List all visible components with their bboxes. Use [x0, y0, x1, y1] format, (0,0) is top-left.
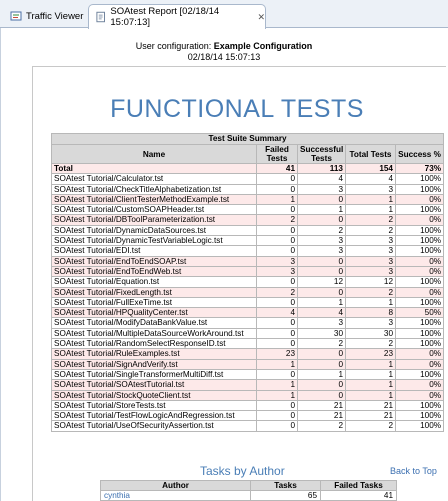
suite-name: SOAtest Tutorial/EndToEndSOAP.tst: [52, 256, 257, 266]
total-count: 2: [346, 339, 396, 349]
total-count: 1: [346, 205, 396, 215]
table-row: [52, 266, 444, 276]
total-success: 113: [298, 164, 346, 174]
success-count: 21: [298, 400, 346, 410]
success-count: 0: [298, 380, 346, 390]
failed-count: 0: [257, 318, 298, 328]
total-count: 2: [346, 225, 396, 235]
table-row: [52, 421, 444, 431]
total-pct: 73%: [396, 164, 444, 174]
table-row: [52, 390, 444, 400]
report-icon: [95, 11, 106, 23]
success-pct: 0%: [396, 390, 444, 400]
tab-label: Traffic Viewer: [26, 10, 84, 22]
success-pct: 100%: [396, 411, 444, 421]
success-count: 21: [298, 411, 346, 421]
suite-name: SOAtest Tutorial/StockQuoteClient.tst: [52, 390, 257, 400]
success-count: 2: [298, 225, 346, 235]
suite-name: SOAtest Tutorial/ClientTesterMethodExample.tst: [52, 194, 257, 204]
total-count: 1: [346, 390, 396, 400]
success-pct: 0%: [396, 359, 444, 369]
suite-name: SOAtest Tutorial/CustomSOAPHeader.tst: [52, 205, 257, 215]
column-header: Total Tests: [346, 145, 396, 164]
total-count: 1: [346, 194, 396, 204]
table-row: [52, 194, 444, 204]
failed-count: 0: [257, 184, 298, 194]
suite-name: SOAtest Tutorial/EDI.tst: [52, 246, 257, 256]
failed-count: 0: [257, 174, 298, 184]
table-row: [52, 308, 444, 318]
success-count: 0: [298, 215, 346, 225]
total-count: 3: [346, 256, 396, 266]
success-pct: 100%: [396, 225, 444, 235]
failed-count: 1: [257, 359, 298, 369]
failed-count: 0: [257, 205, 298, 215]
config-name: Example Configuration: [213, 41, 313, 51]
failed-count: 0: [257, 421, 298, 431]
table-row: [52, 184, 444, 194]
table-row: [52, 205, 444, 215]
configuration-header: [0, 41, 448, 63]
back-to-top-link[interactable]: Back to Top: [390, 466, 437, 476]
failed-count: 0: [257, 369, 298, 379]
total-count: 3: [346, 184, 396, 194]
success-pct: 100%: [396, 246, 444, 256]
editor-tab-bar: [0, 0, 448, 28]
success-count: 3: [298, 236, 346, 246]
success-count: 2: [298, 421, 346, 431]
author-tasks: 65: [251, 491, 321, 501]
total-count: 3: [346, 266, 396, 276]
total-count: 2: [346, 287, 396, 297]
table-row: [52, 225, 444, 235]
suite-name: SOAtest Tutorial/DBToolParameterization.tst: [52, 215, 257, 225]
suite-name: SOAtest Tutorial/StoreTests.tst: [52, 400, 257, 410]
suite-name: SOAtest Tutorial/FixedLength.tst: [52, 287, 257, 297]
success-count: 4: [298, 174, 346, 184]
tasks-by-author-title: Tasks by Author: [200, 464, 285, 478]
success-pct: 100%: [396, 297, 444, 307]
failed-count: 1: [257, 390, 298, 400]
traffic-viewer-icon: [10, 10, 22, 22]
success-pct: 100%: [396, 174, 444, 184]
table-row: [101, 491, 397, 501]
total-count: 30: [346, 328, 396, 338]
failed-count: 0: [257, 236, 298, 246]
config-prefix: User configuration:: [135, 41, 212, 51]
suite-name: SOAtest Tutorial/Equation.tst: [52, 277, 257, 287]
suite-name: SOAtest Tutorial/UseOfSecurityAssertion.tst: [52, 421, 257, 431]
table-row: [52, 297, 444, 307]
table-row: [52, 236, 444, 246]
failed-count: 0: [257, 225, 298, 235]
close-icon[interactable]: ✕: [257, 11, 265, 22]
success-pct: 100%: [396, 318, 444, 328]
column-header: Tasks: [251, 481, 321, 491]
success-count: 0: [298, 349, 346, 359]
suite-name: SOAtest Tutorial/TestFlowLogicAndRegression.tst: [52, 411, 257, 421]
table-row: [52, 318, 444, 328]
suite-name: SOAtest Tutorial/SOAtestTutorial.tst: [52, 380, 257, 390]
table-row: [52, 328, 444, 338]
tab-soatest-report[interactable]: [88, 4, 266, 29]
column-header: Name: [52, 145, 257, 164]
suite-name: SOAtest Tutorial/DynamicTestVariableLogic.tst: [52, 236, 257, 246]
total-failed: 41: [257, 164, 298, 174]
failed-count: 2: [257, 287, 298, 297]
failed-count: 0: [257, 400, 298, 410]
success-count: 0: [298, 256, 346, 266]
column-header: Failed Tasks: [321, 481, 397, 491]
test-suite-summary-table: [51, 133, 444, 432]
failed-count: 2: [257, 215, 298, 225]
table-row: [52, 246, 444, 256]
success-pct: 0%: [396, 266, 444, 276]
page-title: FUNCTIONAL TESTS: [110, 95, 364, 123]
total-count: 3: [346, 236, 396, 246]
success-pct: 50%: [396, 308, 444, 318]
table-row: [52, 256, 444, 266]
failed-count: 3: [257, 266, 298, 276]
total-row: [52, 164, 444, 174]
success-pct: 100%: [396, 236, 444, 246]
table-row: [52, 380, 444, 390]
failed-count: 0: [257, 277, 298, 287]
failed-count: 3: [257, 256, 298, 266]
failed-count: 0: [257, 339, 298, 349]
success-pct: 100%: [396, 205, 444, 215]
column-header: Successful Tests: [298, 145, 346, 164]
table-row: [52, 400, 444, 410]
success-pct: 0%: [396, 194, 444, 204]
success-pct: 0%: [396, 256, 444, 266]
failed-count: 0: [257, 297, 298, 307]
failed-count: 23: [257, 349, 298, 359]
suite-name: SOAtest Tutorial/FullExeTime.tst: [52, 297, 257, 307]
success-count: 0: [298, 390, 346, 400]
success-count: 30: [298, 328, 346, 338]
suite-name: SOAtest Tutorial/DynamicDataSources.tst: [52, 225, 257, 235]
success-pct: 100%: [396, 277, 444, 287]
table-row: [52, 359, 444, 369]
success-count: 1: [298, 297, 346, 307]
tab-label: SOAtest Report [02/18/14 15:07:13]: [110, 6, 220, 28]
table-caption: Test Suite Summary: [52, 134, 444, 145]
failed-count: 1: [257, 380, 298, 390]
success-pct: 0%: [396, 349, 444, 359]
success-pct: 100%: [396, 369, 444, 379]
total-count: 2: [346, 215, 396, 225]
table-row: [52, 369, 444, 379]
suite-name: SOAtest Tutorial/RuleExamples.tst: [52, 349, 257, 359]
table-row: [52, 411, 444, 421]
total-count: 1: [346, 359, 396, 369]
suite-name: SOAtest Tutorial/HPQualityCenter.tst: [52, 308, 257, 318]
success-pct: 0%: [396, 287, 444, 297]
tab-traffic-viewer[interactable]: [4, 4, 88, 28]
success-count: 12: [298, 277, 346, 287]
table-row: [52, 339, 444, 349]
success-count: 4: [298, 308, 346, 318]
success-pct: 100%: [396, 400, 444, 410]
total-count: 1: [346, 369, 396, 379]
author-link[interactable]: cynthia: [101, 491, 251, 501]
column-header: Failed Tests: [257, 145, 298, 164]
suite-name: SOAtest Tutorial/CheckTitleAlphabetization.tst: [52, 184, 257, 194]
table-row: [52, 349, 444, 359]
table-row: [52, 287, 444, 297]
table-row: [52, 215, 444, 225]
suite-name: SOAtest Tutorial/SignAndVerify.tst: [52, 359, 257, 369]
total-count: 4: [346, 174, 396, 184]
success-pct: 0%: [396, 215, 444, 225]
success-count: 3: [298, 318, 346, 328]
failed-count: 0: [257, 411, 298, 421]
failed-count: 1: [257, 194, 298, 204]
success-count: 1: [298, 205, 346, 215]
failed-count: 0: [257, 246, 298, 256]
success-count: 2: [298, 339, 346, 349]
failed-count: 0: [257, 328, 298, 338]
column-header: Author: [101, 481, 251, 491]
total-count: 23: [346, 349, 396, 359]
success-count: 0: [298, 287, 346, 297]
suite-name: SOAtest Tutorial/MultipleDataSourceWorkAround.tst: [52, 328, 257, 338]
config-timestamp: 02/18/14 15:07:13: [187, 52, 261, 62]
success-count: 0: [298, 266, 346, 276]
total-count: 21: [346, 411, 396, 421]
total-count: 8: [346, 308, 396, 318]
success-count: 0: [298, 194, 346, 204]
total-count: 1: [346, 380, 396, 390]
suite-name: SOAtest Tutorial/EndToEndWeb.tst: [52, 266, 257, 276]
success-count: 3: [298, 184, 346, 194]
success-pct: 100%: [396, 421, 444, 431]
success-pct: 100%: [396, 328, 444, 338]
success-count: 3: [298, 246, 346, 256]
success-count: 1: [298, 369, 346, 379]
success-pct: 100%: [396, 184, 444, 194]
total-total: 154: [346, 164, 396, 174]
tasks-by-author-table: [100, 480, 397, 501]
total-count: 1: [346, 297, 396, 307]
table-row: [52, 277, 444, 287]
column-header: Success %: [396, 145, 444, 164]
author-failed-tasks: 41: [321, 491, 397, 501]
total-count: 3: [346, 318, 396, 328]
success-count: 0: [298, 359, 346, 369]
suite-name: SOAtest Tutorial/ModifyDataBankValue.tst: [52, 318, 257, 328]
failed-count: 4: [257, 308, 298, 318]
suite-name: SOAtest Tutorial/RandomSelectResponseID.tst: [52, 339, 257, 349]
success-pct: 0%: [396, 380, 444, 390]
total-count: 21: [346, 400, 396, 410]
suite-name: SOAtest Tutorial/Calculator.tst: [52, 174, 257, 184]
total-count: 12: [346, 277, 396, 287]
total-count: 2: [346, 421, 396, 431]
table-row: [52, 174, 444, 184]
success-pct: 100%: [396, 339, 444, 349]
total-label: Total: [52, 164, 257, 174]
total-count: 3: [346, 246, 396, 256]
suite-name: SOAtest Tutorial/SingleTransformerMultiDiff.tst: [52, 369, 257, 379]
